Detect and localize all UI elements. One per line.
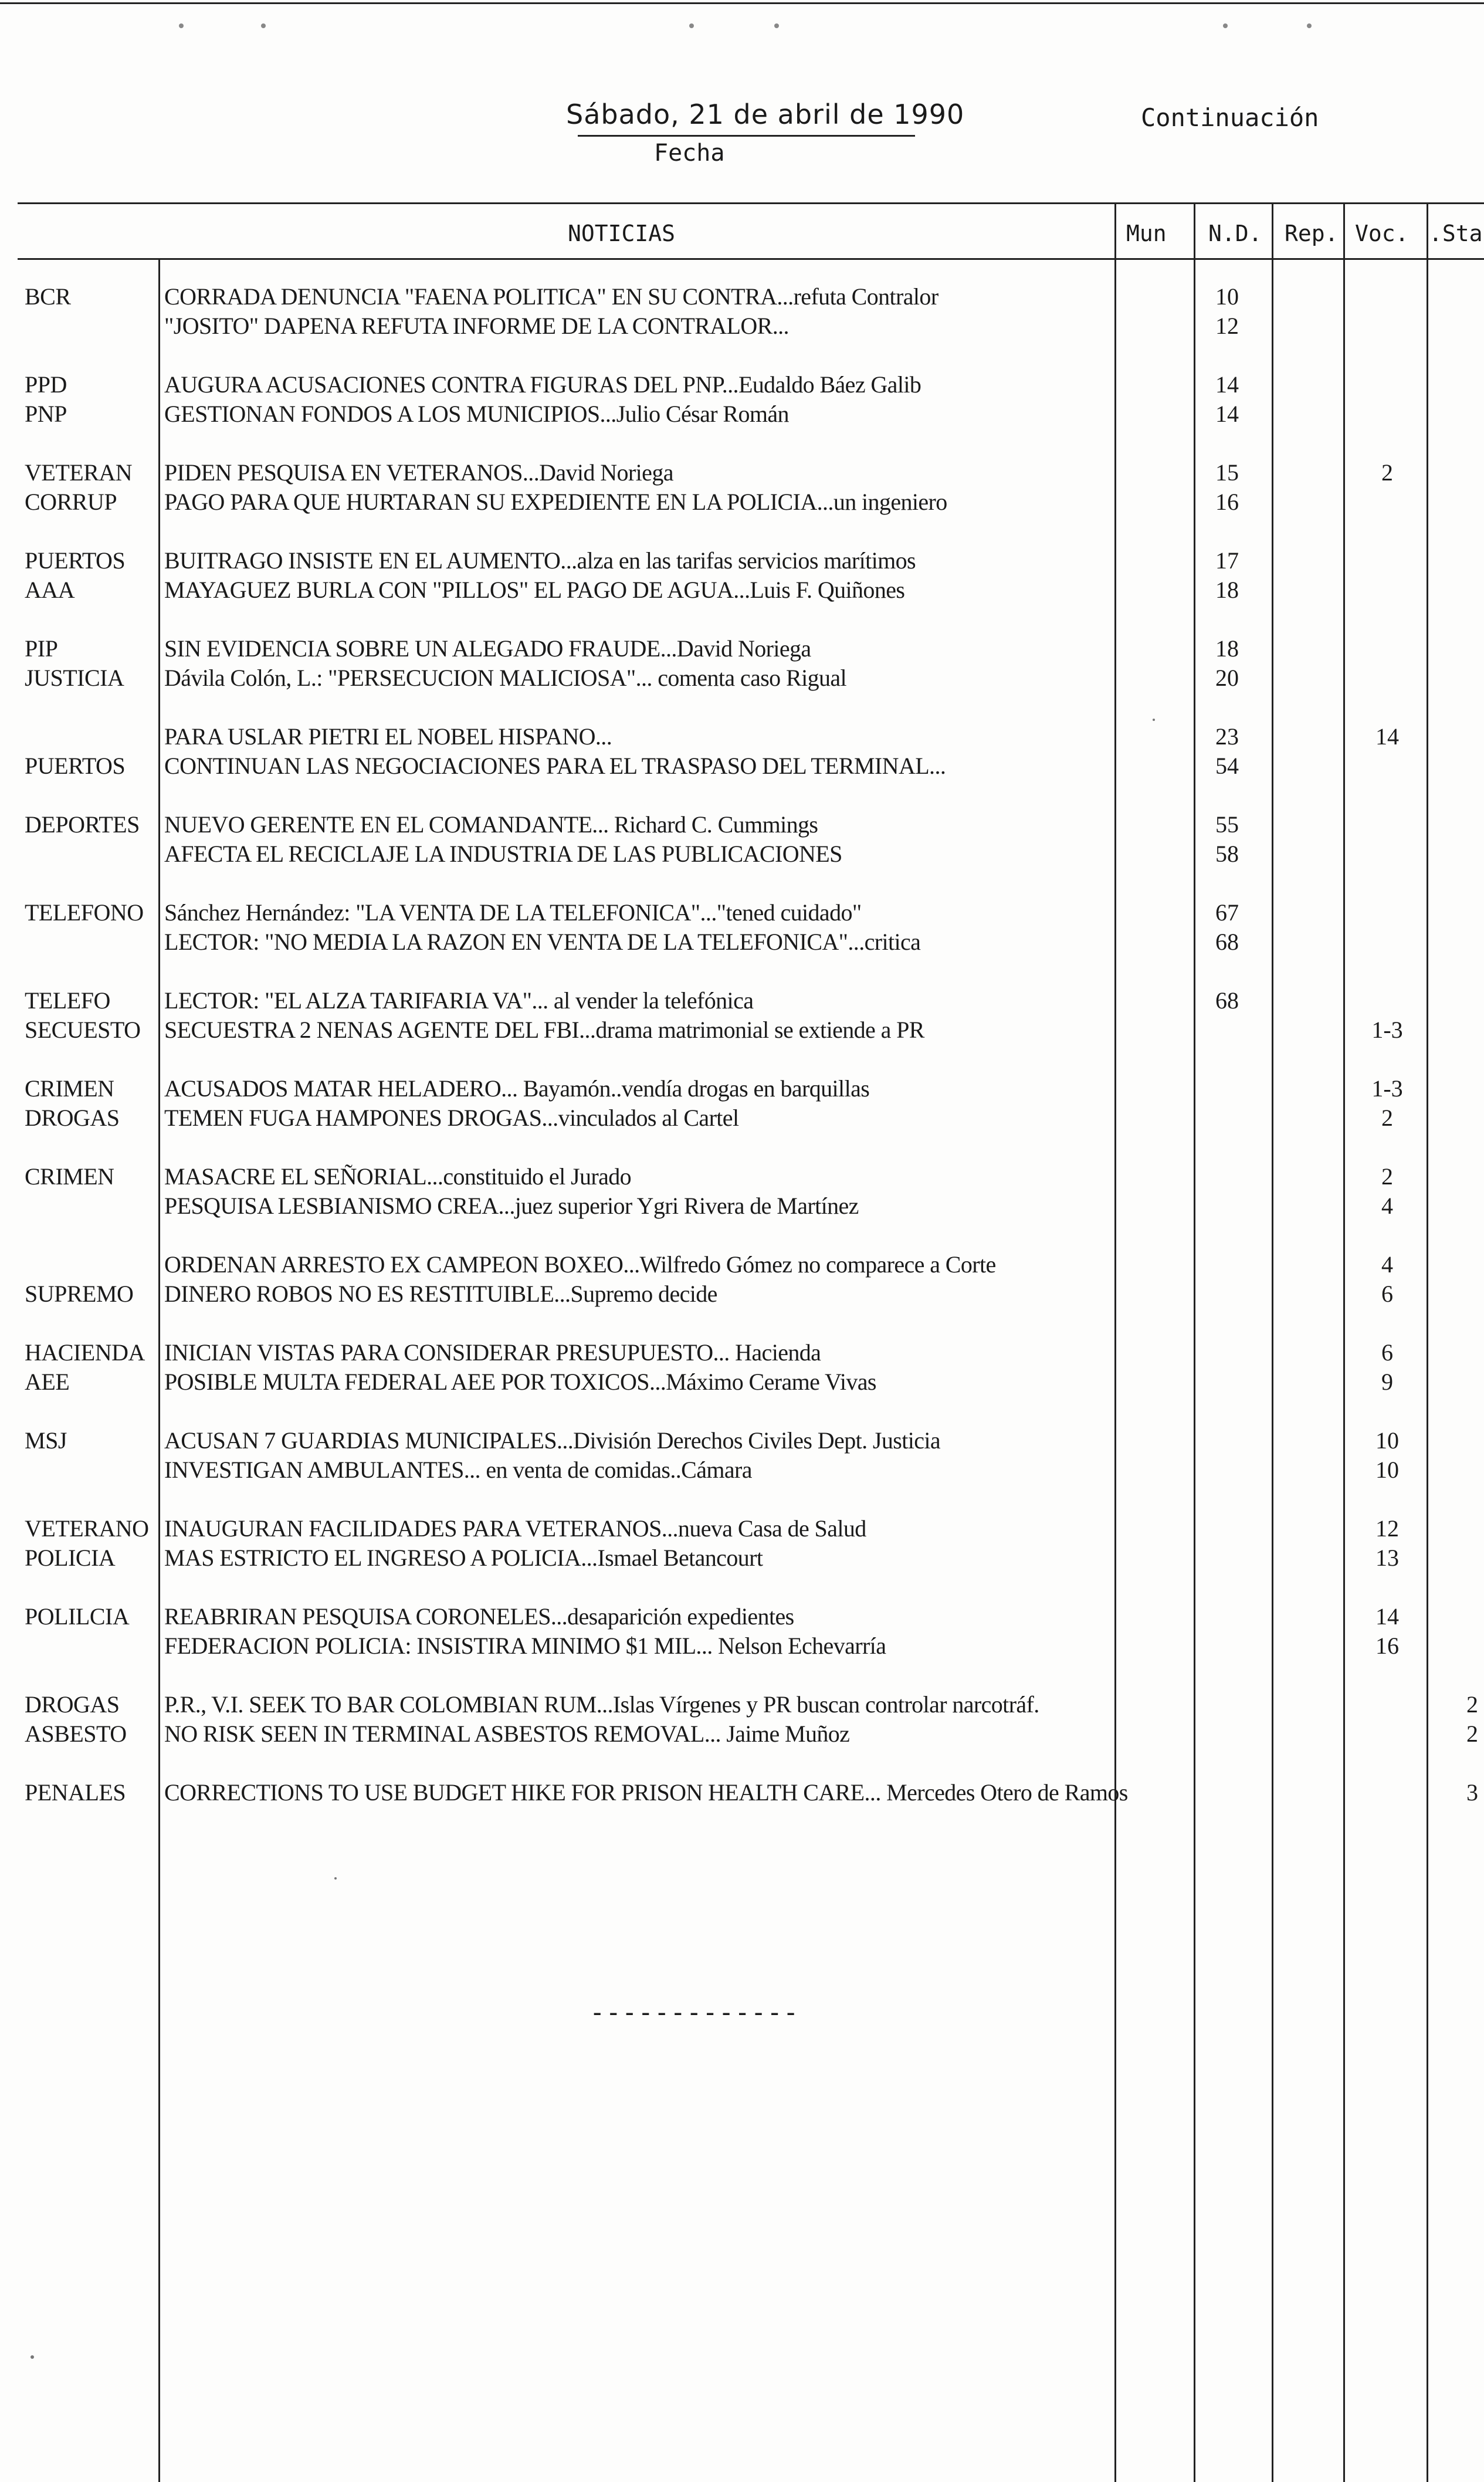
date-label: Fecha bbox=[654, 140, 725, 167]
headline: MAYAGUEZ BURLA CON "PILLOS" EL PAGO DE AGUA...Luis F. Quiñones bbox=[164, 577, 905, 603]
nd-page: 14 bbox=[1215, 401, 1239, 427]
headline: NO RISK SEEN IN TERMINAL ASBESTOS REMOVAL... Jaime Muñoz bbox=[164, 1721, 850, 1747]
voc-page: 4 bbox=[1381, 1251, 1393, 1278]
headline: POSIBLE MULTA FEDERAL AEE POR TOXICOS...Máximo Cerame Vivas bbox=[164, 1369, 876, 1395]
punch-hole bbox=[1223, 23, 1228, 28]
table-row bbox=[0, 1163, 1484, 1193]
table-row bbox=[0, 1075, 1484, 1105]
column-header-noticias: NOTICIAS bbox=[568, 221, 676, 246]
category-label: TELEFO bbox=[25, 987, 110, 1014]
headline: CORRADA DENUNCIA "FAENA POLITICA" EN SU CONTRA...refuta Contralor bbox=[164, 283, 938, 310]
voc-page: 1-3 bbox=[1371, 1017, 1403, 1043]
headline: ACUSADOS MATAR HELADERO... Bayamón..vendía drogas en barquillas bbox=[164, 1075, 870, 1102]
punch-hole bbox=[774, 23, 779, 28]
table-row bbox=[0, 1456, 1484, 1487]
table-row bbox=[0, 1691, 1484, 1721]
nd-page: 14 bbox=[1215, 371, 1239, 398]
headline: INAUGURAN FACILIDADES PARA VETERANOS...nueva Casa de Salud bbox=[164, 1515, 866, 1542]
table-row bbox=[0, 1632, 1484, 1662]
category-label: ASBESTO bbox=[25, 1721, 127, 1747]
voc-page: 6 bbox=[1381, 1339, 1393, 1366]
table-row bbox=[0, 576, 1484, 607]
voc-page: 14 bbox=[1375, 723, 1399, 750]
table-row bbox=[0, 840, 1484, 871]
scan-speck bbox=[31, 2355, 34, 2359]
category-label: PNP bbox=[25, 401, 67, 427]
nd-page: 58 bbox=[1215, 841, 1239, 867]
nd-page: 17 bbox=[1215, 547, 1239, 574]
table-row bbox=[0, 1339, 1484, 1369]
nd-page: 18 bbox=[1215, 635, 1239, 662]
headline: Sánchez Hernández: "LA VENTA DE LA TELEFONICA"..."tened cuidado" bbox=[164, 899, 862, 926]
headline: TEMEN FUGA HAMPONES DROGAS...vinculados al Cartel bbox=[164, 1105, 739, 1131]
table-row bbox=[0, 1720, 1484, 1750]
headline: MAS ESTRICTO EL INGRESO A POLICIA...Ismael Betancourt bbox=[164, 1545, 763, 1571]
voc-page: 10 bbox=[1375, 1457, 1399, 1483]
column-header-sta: .Sta bbox=[1429, 221, 1483, 246]
headline: PARA USLAR PIETRI EL NOBEL HISPANO... bbox=[164, 723, 612, 750]
table-row bbox=[0, 1280, 1484, 1311]
table-row bbox=[0, 811, 1484, 841]
headline: PIDEN PESQUISA EN VETERANOS...David Noriega bbox=[164, 459, 673, 486]
category-label: JUSTICIA bbox=[25, 665, 124, 691]
headline: CORRECTIONS TO USE BUDGET HIKE FOR PRISON HEALTH CARE... Mercedes Otero de Ramos bbox=[164, 1779, 1128, 1806]
sta-page: 2 bbox=[1466, 1691, 1478, 1718]
voc-page: 14 bbox=[1375, 1603, 1399, 1630]
nd-page: 55 bbox=[1215, 811, 1239, 838]
headline: BUITRAGO INSISTE EN EL AUMENTO...alza en las tarifas servicios marítimos bbox=[164, 547, 916, 574]
voc-page: 12 bbox=[1375, 1515, 1399, 1542]
table-row bbox=[0, 1192, 1484, 1223]
category-label: CRIMEN bbox=[25, 1075, 114, 1102]
date-underline bbox=[578, 135, 915, 137]
table-row bbox=[0, 312, 1484, 343]
headline: LECTOR: "EL ALZA TARIFARIA VA"... al vender la telefónica bbox=[164, 987, 754, 1014]
category-label: CORRUP bbox=[25, 489, 117, 515]
headline: NUEVO GERENTE EN EL COMANDANTE... Richard C. Cummings bbox=[164, 811, 818, 838]
category-label: BCR bbox=[25, 283, 71, 310]
category-label: VETERAN bbox=[25, 459, 133, 486]
headline: Dávila Colón, L.: "PERSECUCION MALICIOSA"... comenta caso Rigual bbox=[164, 665, 847, 691]
headline: FEDERACION POLICIA: INSISTIRA MINIMO $1 MIL... Nelson Echevarría bbox=[164, 1633, 886, 1659]
category-label: DEPORTES bbox=[25, 811, 140, 838]
sta-page: 2 bbox=[1466, 1721, 1478, 1747]
punch-hole bbox=[689, 23, 694, 28]
table-row bbox=[0, 928, 1484, 959]
category-label: AAA bbox=[25, 577, 75, 603]
category-label: HACIENDA bbox=[25, 1339, 145, 1366]
headline: INICIAN VISTAS PARA CONSIDERAR PRESUPUESTO... Hacienda bbox=[164, 1339, 821, 1366]
date-value: Sábado, 21 de abril de 1990 bbox=[566, 99, 965, 130]
table-row bbox=[0, 488, 1484, 519]
headline: REABRIRAN PESQUISA CORONELES...desaparición expedientes bbox=[164, 1603, 794, 1630]
table-row bbox=[0, 1016, 1484, 1047]
voc-page: 2 bbox=[1381, 1163, 1393, 1190]
headline: ACUSAN 7 GUARDIAS MUNICIPALES...División Derechos Civiles Dept. Justicia bbox=[164, 1427, 941, 1454]
punch-hole bbox=[179, 23, 184, 28]
category-label: VETERANO bbox=[25, 1515, 149, 1542]
nd-page: 15 bbox=[1215, 459, 1239, 486]
nd-page: 12 bbox=[1215, 313, 1239, 339]
headline: CONTINUAN LAS NEGOCIACIONES PARA EL TRASPASO DEL TERMINAL... bbox=[164, 753, 946, 779]
voc-page: 13 bbox=[1375, 1545, 1399, 1571]
nd-page: 68 bbox=[1215, 929, 1239, 955]
table-row bbox=[0, 1603, 1484, 1633]
table-row bbox=[0, 635, 1484, 665]
headline: DINERO ROBOS NO ES RESTITUIBLE...Supremo decide bbox=[164, 1281, 717, 1307]
nd-page: 54 bbox=[1215, 753, 1239, 779]
voc-page: 4 bbox=[1381, 1193, 1393, 1219]
nd-page: 20 bbox=[1215, 665, 1239, 691]
table-row bbox=[0, 1368, 1484, 1399]
headline: AFECTA EL RECICLAJE LA INDUSTRIA DE LAS PUBLICACIONES bbox=[164, 841, 842, 867]
column-header-mun: Mun bbox=[1126, 221, 1167, 246]
table-row bbox=[0, 1779, 1484, 1809]
table-row bbox=[0, 459, 1484, 489]
voc-page: 16 bbox=[1375, 1633, 1399, 1659]
table-row bbox=[0, 283, 1484, 313]
headline: MASACRE EL SEÑORIAL...constituido el Jurado bbox=[164, 1163, 632, 1190]
category-label: SUPREMO bbox=[25, 1281, 134, 1307]
column-header-nd: N.D. bbox=[1208, 221, 1262, 246]
category-label: POLILCIA bbox=[25, 1603, 130, 1630]
voc-page: 9 bbox=[1381, 1369, 1393, 1395]
nd-page: 16 bbox=[1215, 489, 1239, 515]
table-header-rule bbox=[18, 258, 1484, 260]
category-label: MSJ bbox=[25, 1427, 67, 1454]
punch-hole bbox=[261, 23, 266, 28]
table-row bbox=[0, 547, 1484, 577]
scan-speck bbox=[334, 1877, 337, 1880]
end-separator: ------------- bbox=[589, 1997, 799, 2027]
category-label: DROGAS bbox=[25, 1691, 120, 1718]
voc-page: 1-3 bbox=[1371, 1075, 1403, 1102]
table-row bbox=[0, 1544, 1484, 1574]
sta-page: 3 bbox=[1466, 1779, 1478, 1806]
column-header-rep: Rep. bbox=[1285, 221, 1339, 246]
category-label: TELEFONO bbox=[25, 899, 144, 926]
table-row bbox=[0, 723, 1484, 753]
category-label: PPD bbox=[25, 371, 67, 398]
headline: AUGURA ACUSACIONES CONTRA FIGURAS DEL PNP...Eudaldo Báez Galib bbox=[164, 371, 921, 398]
headline: ORDENAN ARRESTO EX CAMPEON BOXEO...Wilfredo Gómez no comparece a Corte bbox=[164, 1251, 996, 1278]
nd-page: 23 bbox=[1215, 723, 1239, 750]
table-row bbox=[0, 1104, 1484, 1135]
table-row bbox=[0, 1251, 1484, 1281]
headline: INVESTIGAN AMBULANTES... en venta de comidas..Cámara bbox=[164, 1457, 752, 1483]
category-label: DROGAS bbox=[25, 1105, 120, 1131]
table-row bbox=[0, 752, 1484, 783]
table-row bbox=[0, 1515, 1484, 1545]
voc-page: 2 bbox=[1381, 459, 1393, 486]
top-rule bbox=[0, 2, 1484, 4]
voc-page: 6 bbox=[1381, 1281, 1393, 1307]
category-label: PUERTOS bbox=[25, 753, 126, 779]
table-row bbox=[0, 899, 1484, 929]
table-row bbox=[0, 664, 1484, 695]
nd-page: 10 bbox=[1215, 283, 1239, 310]
nd-page: 67 bbox=[1215, 899, 1239, 926]
category-label: SECUESTO bbox=[25, 1017, 141, 1043]
category-label: AEE bbox=[25, 1369, 70, 1395]
column-header-voc: Voc. bbox=[1355, 221, 1409, 246]
category-label: CRIMEN bbox=[25, 1163, 114, 1190]
headline: GESTIONAN FONDOS A LOS MUNICIPIOS...Julio César Román bbox=[164, 401, 789, 427]
table-row bbox=[0, 987, 1484, 1017]
category-label: PENALES bbox=[25, 1779, 126, 1806]
category-label: PUERTOS bbox=[25, 547, 126, 574]
headline: PESQUISA LESBIANISMO CREA...juez superior Ygri Rivera de Martínez bbox=[164, 1193, 859, 1219]
scan-speck bbox=[1153, 719, 1155, 721]
category-label: PIP bbox=[25, 635, 58, 662]
headline: LECTOR: "NO MEDIA LA RAZON EN VENTA DE LA TELEFONICA"...critica bbox=[164, 929, 921, 955]
headline: SIN EVIDENCIA SOBRE UN ALEGADO FRAUDE...David Noriega bbox=[164, 635, 811, 662]
headline: PAGO PARA QUE HURTARAN SU EXPEDIENTE EN LA POLICIA...un ingeniero bbox=[164, 489, 947, 515]
voc-page: 2 bbox=[1381, 1105, 1393, 1131]
table-top-rule bbox=[18, 202, 1484, 204]
category-label: POLICIA bbox=[25, 1545, 116, 1571]
continuation-label: Continuación bbox=[1141, 103, 1319, 132]
table-row bbox=[0, 1427, 1484, 1457]
headline: SECUESTRA 2 NENAS AGENTE DEL FBI...drama matrimonial se extiende a PR bbox=[164, 1017, 924, 1043]
headline: "JOSITO" DAPENA REFUTA INFORME DE LA CONTRALOR... bbox=[164, 313, 789, 339]
nd-page: 18 bbox=[1215, 577, 1239, 603]
table-row bbox=[0, 371, 1484, 401]
table-row bbox=[0, 400, 1484, 431]
voc-page: 10 bbox=[1375, 1427, 1399, 1454]
headline: P.R., V.I. SEEK TO BAR COLOMBIAN RUM...Islas Vírgenes y PR buscan controlar narcotráf. bbox=[164, 1691, 1039, 1718]
punch-hole bbox=[1307, 23, 1312, 28]
nd-page: 68 bbox=[1215, 987, 1239, 1014]
